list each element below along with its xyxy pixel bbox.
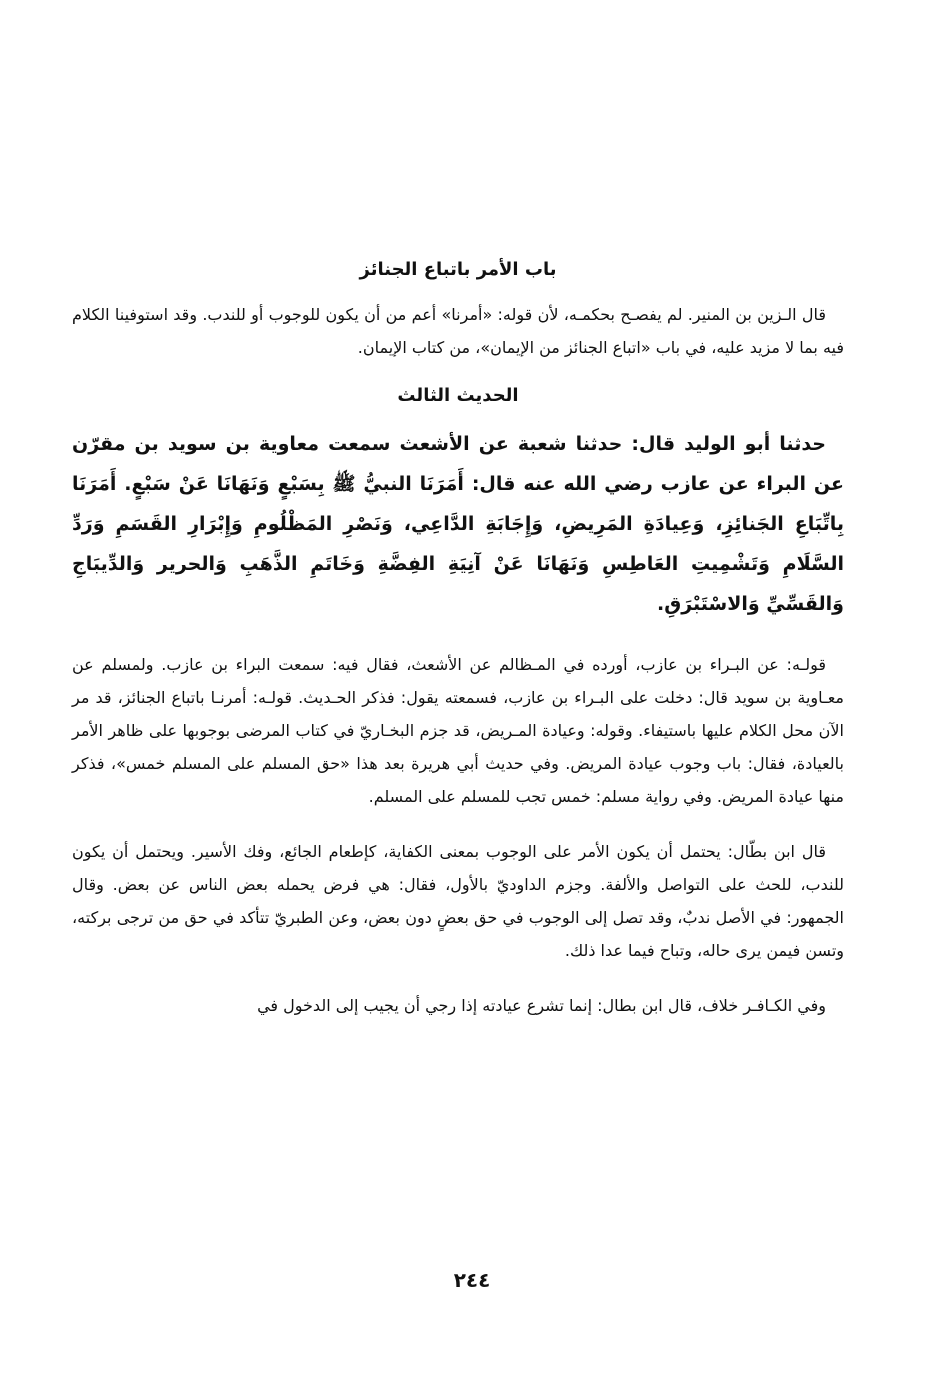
page-content [72,258,844,1022]
commentary-paragraph-3: وفي الكـافـر خلاف، قال ابن بطال: إنما تشرع عيادته إذا رجي أن يجيب إلى الدخول في [257,996,826,1015]
page-number: ٢٤٤ [453,1268,491,1292]
hadith-text: حدثنا أبو الوليد قال: حدثنا شعبة عن الأشعث سمعت معاوية بن سويد بن مقرّن عن البراء عن عازب رضي الله عنه قال: أَمَرَنَا النبيُّ ﷺ بِسَبْعٍ وَنَهَانَا عَنْ سَبْعٍ. أَمَرَنَا بِاتِّبَاعِ الجَنائِزِ، وَعِيادَةِ المَرِيضِ، وَإِجَابَةِ الدَّاعِي، وَنَصْرِ المَظْلُومِ وَإِبْرَارِ القَسَمِ وَرَدِّ السَّلَامِ وَتَشْمِيتِ العَاطِسِ وَنَهَانَا عَنْ آنِيَةِ الفِضَّةِ وَخَاتَمِ الذَّهَبِ وَالحرير وَالدِّيبَاجِ وَالقَسِّيِّ وَالاسْتَبْرَقِ. [72,433,844,615]
commentary-paragraph-1: قولـه: عن البـراء بن عازب، أورده في المـظالم عن الأشعث، فقال فيه: سمعت البراء بن عازب. ولمسلم عن معـاوية بن سويد قال: دخلت على البـراء بن عازب، فسمعته يقول: فذكر الحـديث. قولـه: أمرنـا باتباع الجنائز، قد مر الآن محل الكلام عليها باستيفاء. وقوله: وعيادة المـريض، قد جزم البخـاريّ في كتاب المرضى بوجوبها على ظاهر الأمر بالعيادة، فقال: باب وجوب عيادة المريض. وفي حديث أبي هريرة بعد هذا «حق المسلم على المسلم خمس»، فذكر منها عيادة المريض. وفي رواية مسلم: خمس تجب للمسلم على المسلم. [72,655,844,806]
chapter-title: باب الأمر باتباع الجنائز [359,259,557,280]
hadith-title: الحديث الثالث [397,385,519,406]
commentary-paragraph-2: قال ابن بطّال: يحتمل أن يكون الأمر على الوجوب بمعنى الكفاية، كإطعام الجائع، وفك الأسير. ويحتمل أن يكون للندب، للحث على التواصل والألفة. وجزم الداوديّ بالأول، فقال: هي فرض يحمله بعض الناس عن بعض. وقال الجمهور: في الأصل ندبٌ، وقد تصل إلى الوجوب في حق بعضٍ دون بعض، وعن الطبريّ تتأكد في حق من ترجى بركته، وتسن فيمن يرى حاله، وتباح فيما عدا ذلك. [72,842,844,960]
intro-paragraph: قال الـزين بن المنير. لم يفصـح بحكمـه، لأن قوله: «أمرنا» أعم من أن يكون للوجوب أو للندب. وقد استوفينا الكلام فيه بما لا مزيد عليه، في باب «اتباع الجنائز من الإيمان»، من كتاب الإيمان. [72,305,844,357]
